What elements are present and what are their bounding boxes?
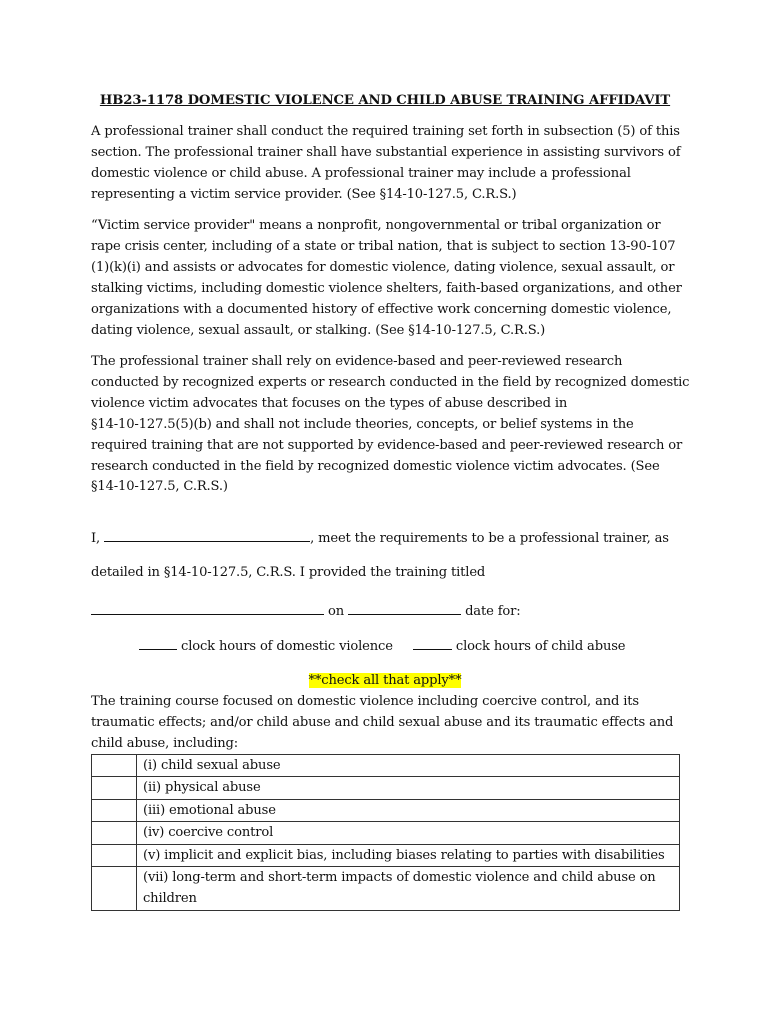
paragraph-line: stalking victims, including domestic violence shelters, faith-based organizations, and other [91, 280, 682, 296]
clock-hours-line [139, 637, 625, 654]
paragraph-line: representing a victim service provider. (See §14-10-127.5, C.R.S.) [91, 186, 517, 202]
checklist-label: (iii) emotional abuse [137, 799, 680, 821]
course-intro-paragraph [91, 692, 691, 755]
check-all-line [0, 673, 770, 688]
paragraph-line: traumatic effects; and/or child abuse and child sexual abuse and its traumatic effects and [91, 714, 674, 730]
paragraph-line: dating violence, sexual assault, or stalking. (See §14-10-127.5, C.R.S.) [91, 322, 546, 338]
checklist-label: (ii) physical abuse [137, 777, 680, 799]
paragraph-line: The training course focused on domestic violence including coercive control, and its [91, 694, 639, 709]
document-title: HB23-1178 DOMESTIC VIOLENCE AND CHILD ABUSE TRAINING AFFIDAVIT [99, 93, 671, 108]
checkbox-cell[interactable] [92, 867, 137, 911]
checklist-row [92, 755, 680, 777]
abuse-type-checklist [91, 754, 680, 911]
paragraph-line: research conducted in the field by recognized domestic violence victim advocates. (See [91, 458, 660, 474]
checklist-row [92, 777, 680, 799]
professional-trainer-paragraph [91, 122, 691, 206]
paragraph-line: section. The professional trainer shall have substantial experience in assisting survivors of [91, 144, 681, 160]
i-prefix: I, [91, 531, 101, 546]
checkbox-cell[interactable] [92, 777, 137, 799]
checkbox-cell[interactable] [92, 755, 137, 777]
paragraph-line: (1)(k)(i) and assists or advocates for domestic violence, dating violence, sexual assault, or [91, 259, 675, 275]
victim-service-provider-paragraph [91, 216, 691, 341]
detailed-line: detailed in §14-10-127.5, C.R.S. I provided the training titled [91, 565, 486, 580]
paragraph-line: conducted by recognized experts or research conducted in the field by recognized domestic [91, 374, 690, 390]
ca-hours-field[interactable] [413, 637, 452, 650]
checklist-row [92, 799, 680, 821]
paragraph-line: §14-10-127.5(5)(b) and shall not include theories, concepts, or belief systems in the [91, 416, 634, 432]
meets-requirements-text: , meet the requirements to be a professional trainer, as [310, 531, 669, 546]
trainer-name-line [91, 529, 669, 546]
checklist-label: (iv) coercive control [137, 822, 680, 844]
paragraph-line: The professional trainer shall rely on evidence-based and peer-reviewed research [91, 354, 623, 369]
dv-hours-label: clock hours of domestic violence [181, 639, 393, 654]
paragraph-line: required training that are not supported by evidence-based and peer-reviewed research or [91, 437, 683, 453]
ca-hours-label: clock hours of child abuse [455, 639, 626, 654]
checklist-row [92, 844, 680, 866]
paragraph-line: A professional trainer shall conduct the required training set forth in subsection (5) of this [91, 124, 680, 139]
on-text: on [328, 604, 345, 619]
checklist-row [92, 867, 680, 911]
paragraph-line: rape crisis center, including of a state or tribal nation, that is subject to section 13-90-107 [91, 238, 676, 254]
checkbox-cell[interactable] [92, 844, 137, 866]
checklist-row [92, 822, 680, 844]
paragraph-line: child abuse, including: [91, 735, 239, 751]
checklist-label: (v) implicit and explicit bias, including biases relating to parties with disabilities [137, 844, 680, 866]
checkbox-cell[interactable] [92, 799, 137, 821]
training-title-field[interactable] [91, 602, 324, 615]
date-for-text: date for: [465, 604, 521, 619]
paragraph-line: “Victim service provider" means a nonprofit, nongovernmental or tribal organization or [91, 218, 661, 233]
check-all-highlight: **check all that apply** [308, 673, 462, 688]
trainer-name-field[interactable] [104, 529, 310, 542]
paragraph-line: organizations with a documented history of effective work concerning domestic violence, [91, 301, 672, 317]
checkbox-cell[interactable] [92, 822, 137, 844]
paragraph-line: domestic violence or child abuse. A professional trainer may include a professional [91, 165, 631, 181]
checklist-label: (i) child sexual abuse [137, 755, 680, 777]
checklist-label: (vii) long-term and short-term impacts of domestic violence and child abuse on children [137, 867, 680, 911]
paragraph-line: violence victim advocates that focuses on the types of abuse described in [91, 395, 568, 411]
training-date-field[interactable] [348, 602, 461, 615]
paragraph-line: §14-10-127.5, C.R.S.) [91, 479, 228, 495]
research-paragraph [91, 352, 691, 498]
dv-hours-field[interactable] [139, 637, 177, 650]
training-title-line [91, 602, 521, 619]
